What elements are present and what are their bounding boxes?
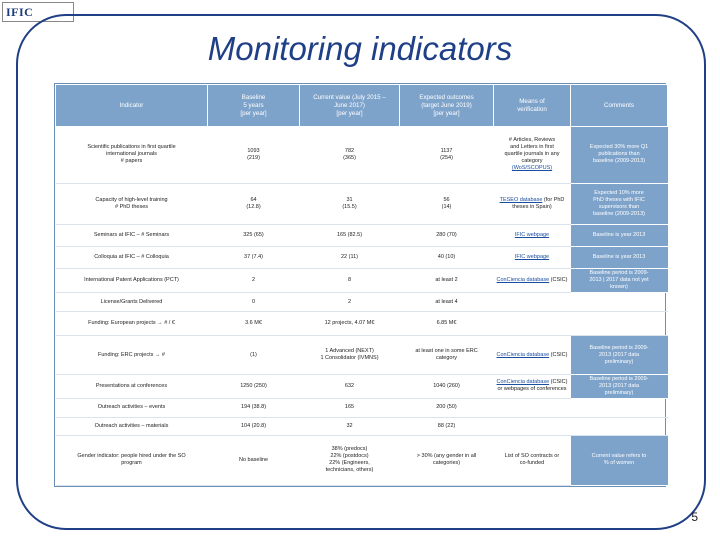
cell-indicator xyxy=(56,268,208,292)
cell-current-value xyxy=(300,374,400,398)
cell-baseline xyxy=(208,247,300,269)
cell-comments xyxy=(571,247,668,269)
cell-line: category xyxy=(521,158,543,165)
cell-baseline xyxy=(208,374,300,398)
cell-indicator xyxy=(56,292,208,312)
cell-current-value xyxy=(300,292,400,312)
cell-line: baseline (2009-2013) xyxy=(593,210,645,217)
cell-line: 5 years xyxy=(243,101,264,109)
cell-line: Seminars at IFIC – # Seminars xyxy=(93,232,170,239)
cell-means-of-verification xyxy=(494,127,571,184)
cell-comments xyxy=(571,398,668,418)
cell-indicator xyxy=(56,225,208,247)
table-header-row xyxy=(56,85,668,127)
cell-current-value xyxy=(300,247,400,269)
cell-line: category xyxy=(435,355,458,362)
cell-line: Baseline is year 2013 xyxy=(592,253,646,260)
verification-link[interactable]: (WoS/SCOPUS) xyxy=(511,165,553,172)
cell-indicator xyxy=(56,183,208,224)
cell-indicator xyxy=(56,435,208,485)
cell-current-value xyxy=(300,435,400,485)
cell-line xyxy=(496,277,569,284)
cell-baseline xyxy=(208,398,300,418)
cell-current-value xyxy=(300,127,400,184)
cell-line: # PhD theses xyxy=(114,203,149,210)
cell-baseline xyxy=(208,292,300,312)
cell-current-value xyxy=(300,418,400,435)
verification-link[interactable]: ConCiencia database xyxy=(496,276,550,283)
cell-line: 64 xyxy=(250,196,257,203)
cell-means-of-verification xyxy=(494,398,571,418)
cell-line: program xyxy=(121,460,142,467)
cell-expected-outcome xyxy=(400,398,494,418)
cell-line: Expected 30% more Q1 xyxy=(589,144,649,151)
cell-comments xyxy=(571,374,668,398)
cell-current-value xyxy=(300,398,400,418)
cell-line: international journals xyxy=(106,151,157,158)
cell-baseline xyxy=(208,312,300,336)
cell-indicator xyxy=(56,418,208,435)
cell-expected-outcome xyxy=(400,292,494,312)
cell-indicator xyxy=(56,312,208,336)
cell-line: 194 (38.8) xyxy=(240,404,267,411)
cell-indicator xyxy=(56,336,208,374)
cell-line: 40 (10) xyxy=(437,253,456,260)
cell-line xyxy=(496,254,569,261)
cell-expected-outcome xyxy=(400,183,494,224)
cell-line: Scientific publications in first quartile xyxy=(87,144,176,151)
cell-line: Funding: European projects → # / € xyxy=(88,320,175,327)
cell-means-of-verification xyxy=(494,312,571,336)
cell-line: baseline (2009-2013) xyxy=(593,158,645,165)
cell-line: 56 xyxy=(443,196,450,203)
cell-line: # Articles, Reviews xyxy=(508,137,556,144)
cell-line: 38% (predocs) xyxy=(331,446,368,453)
cell-line xyxy=(496,165,569,172)
cell-line: categories) xyxy=(432,460,461,467)
cell-line: Means of xyxy=(519,97,545,105)
logo-text: IFIC xyxy=(6,4,34,19)
cell-line: [per year] xyxy=(336,109,363,117)
cell-line: 1137 xyxy=(440,147,453,154)
table-row xyxy=(56,435,668,485)
column-header-baseline xyxy=(208,85,300,127)
cell-line: 12 projects, 4.07 M€ xyxy=(324,320,375,327)
cell-line: Baseline period is 2009- xyxy=(589,344,649,351)
cell-means-of-verification xyxy=(494,336,571,374)
verification-link[interactable]: IFIC webpage xyxy=(514,253,550,260)
cell-line: Indicator xyxy=(119,101,144,109)
cell-line: 2 xyxy=(251,276,256,283)
cell-means-of-verification xyxy=(494,435,571,485)
verification-note: (CSIC) or webpages of conferences xyxy=(497,379,568,393)
cell-line: Current value refers to xyxy=(591,453,647,460)
cell-indicator xyxy=(56,398,208,418)
cell-line: (219) xyxy=(247,154,260,161)
cell-baseline xyxy=(208,225,300,247)
cell-line: 1040 (260) xyxy=(433,382,460,389)
cell-baseline xyxy=(208,336,300,374)
cell-comments xyxy=(571,225,668,247)
cell-line: technicians, others) xyxy=(325,467,374,474)
cell-line xyxy=(496,352,569,359)
cell-expected-outcome xyxy=(400,418,494,435)
cell-line: June 2017) xyxy=(334,101,365,109)
cell-line: quartile journals in any xyxy=(504,151,560,158)
cell-line: Current value (July 2015 – xyxy=(313,93,386,101)
cell-line: # papers xyxy=(120,158,143,165)
cell-line: 632 xyxy=(344,382,355,389)
cell-line: 1 Consolidator (IVMNS) xyxy=(320,355,379,362)
table-row xyxy=(56,312,668,336)
table-row xyxy=(56,183,668,224)
cell-current-value xyxy=(300,312,400,336)
cell-line: publications than xyxy=(598,151,640,158)
cell-current-value xyxy=(300,336,400,374)
cell-expected-outcome xyxy=(400,127,494,184)
cell-line xyxy=(496,197,569,211)
cell-line: > 30% (any gender in all xyxy=(416,453,477,460)
page-number: 5 xyxy=(691,510,698,524)
cell-line: 280 (70) xyxy=(436,232,457,239)
cell-comments xyxy=(571,336,668,374)
cell-line: 32 xyxy=(346,423,353,429)
cell-comments xyxy=(571,292,668,312)
cell-line: Baseline is year 2013 xyxy=(592,232,646,239)
cell-line: preliminary) xyxy=(604,358,634,365)
cell-line: Baseline period is 2009- xyxy=(589,269,649,276)
cell-line: 8 xyxy=(347,276,352,283)
table-body xyxy=(56,127,668,486)
cell-means-of-verification xyxy=(494,418,571,435)
cell-line: at least one in some ERC xyxy=(415,348,478,355)
cell-expected-outcome xyxy=(400,435,494,485)
column-header-expected-outcomes xyxy=(400,85,494,127)
cell-line: 31 xyxy=(346,196,353,203)
cell-line: 0 xyxy=(251,298,256,305)
cell-indicator xyxy=(56,127,208,184)
cell-baseline xyxy=(208,127,300,184)
cell-line: 165 xyxy=(344,404,355,411)
cell-line: Baseline xyxy=(241,93,266,101)
cell-line: International Patent Applications (PCT) xyxy=(84,276,179,283)
cell-line: 782 xyxy=(344,147,355,154)
cell-baseline xyxy=(208,435,300,485)
cell-baseline xyxy=(208,418,300,435)
cell-line: (12.8) xyxy=(246,203,261,210)
cell-line: [per year] xyxy=(433,109,460,117)
cell-means-of-verification xyxy=(494,268,571,292)
verification-link[interactable]: TESEO database xyxy=(499,196,543,203)
cell-line: preliminary) xyxy=(604,389,634,396)
cell-line: (target June 2019) xyxy=(421,101,472,109)
table-row xyxy=(56,374,668,398)
cell-line: Capacity of high-level training xyxy=(95,196,168,203)
cell-line: Funding: ERC projects → # xyxy=(98,351,165,358)
cell-line: Outreach activities – events xyxy=(97,404,166,411)
cell-line: known) xyxy=(610,283,628,290)
cell-line: Gender indicator: people hired under the SO xyxy=(77,453,186,460)
verification-link[interactable]: IFIC webpage xyxy=(514,232,550,239)
table-row xyxy=(56,247,668,269)
verification-note: (CSIC) xyxy=(549,276,568,283)
cell-current-value xyxy=(300,225,400,247)
cell-line: and Letters in first xyxy=(510,144,554,151)
cell-line: 2013 (2017 data xyxy=(598,351,640,358)
cell-line: 22% (postdocs) xyxy=(330,453,369,460)
column-header-means-of-verification xyxy=(494,85,571,127)
cell-line: 22% (Engineers, xyxy=(329,460,370,467)
cell-baseline xyxy=(208,183,300,224)
verification-link[interactable]: ConCiencia database xyxy=(496,379,550,386)
cell-line: 2013 | 2017 data not yet xyxy=(589,276,649,283)
cell-baseline xyxy=(208,268,300,292)
cell-expected-outcome xyxy=(400,336,494,374)
cell-line: (1) xyxy=(250,351,257,358)
cell-expected-outcome xyxy=(400,225,494,247)
cell-line: PhD theses with IFIC xyxy=(593,196,645,203)
cell-comments xyxy=(571,183,668,224)
cell-means-of-verification xyxy=(494,183,571,224)
verification-note: (for PhD theses in Spain) xyxy=(512,196,565,210)
cell-expected-outcome xyxy=(400,374,494,398)
cell-line: [per year] xyxy=(240,109,267,117)
cell-line xyxy=(496,379,569,393)
table-row xyxy=(56,418,668,435)
cell-line: (15.5) xyxy=(342,203,357,210)
cell-line: Comments xyxy=(604,101,634,109)
table-row xyxy=(56,127,668,184)
cell-line: Baseline period is 2009- xyxy=(589,375,649,382)
cell-line: No baseline xyxy=(238,456,269,463)
cell-line: (365) xyxy=(343,154,356,161)
verification-link[interactable]: ConCiencia database xyxy=(496,351,550,358)
cell-line: at least 2 xyxy=(435,276,458,283)
cell-indicator xyxy=(56,247,208,269)
cell-current-value xyxy=(300,268,400,292)
cell-line: 1250 (250) xyxy=(240,382,267,389)
cell-line: 6.85 M€ xyxy=(436,320,457,327)
cell-line: co-funded xyxy=(519,460,545,467)
cell-line: 3.6 M€ xyxy=(245,320,262,327)
cell-line: 1 Advanced (NEXT) xyxy=(325,348,374,355)
cell-indicator xyxy=(56,374,208,398)
cell-expected-outcome xyxy=(400,247,494,269)
cell-line: supervisors than xyxy=(598,203,640,210)
cell-means-of-verification xyxy=(494,374,571,398)
slide-title: Monitoring indicators xyxy=(207,30,513,67)
cell-current-value xyxy=(300,183,400,224)
verification-note: (CSIC) xyxy=(549,351,568,358)
table-row xyxy=(56,398,668,418)
column-header-comments xyxy=(571,85,668,127)
column-header-current-value xyxy=(300,85,400,127)
cell-line: Outreach activities – materials xyxy=(94,423,169,429)
table-row xyxy=(56,225,668,247)
cell-comments xyxy=(571,418,668,435)
column-header-indicator xyxy=(56,85,208,127)
cell-line: 165 (82.5) xyxy=(336,232,363,239)
cell-line: at least 4 xyxy=(435,298,458,305)
cell-comments xyxy=(571,127,668,184)
cell-line: 2013 (2017 data xyxy=(598,382,640,389)
cell-line: Expected outcomes xyxy=(419,93,474,101)
cell-line: 22 (11) xyxy=(340,253,359,260)
cell-line: Colloquia at IFIC – # Colloquia xyxy=(94,253,169,260)
cell-line: (254) xyxy=(440,154,453,161)
cell-line: 1093 xyxy=(247,147,260,154)
cell-line: 88 (22) xyxy=(437,423,456,429)
cell-means-of-verification xyxy=(494,225,571,247)
cell-line: 104 (20.8) xyxy=(240,423,267,429)
cell-line: List of SO contracts or xyxy=(504,453,560,460)
cell-line: 2 xyxy=(347,298,352,305)
cell-comments xyxy=(571,268,668,292)
cell-comments xyxy=(571,312,668,336)
cell-line: 325 (65) xyxy=(243,232,264,239)
cell-line: License/Grants Delivered xyxy=(100,298,163,305)
table-row xyxy=(56,268,668,292)
cell-line: Expected 10% more xyxy=(594,189,644,196)
cell-expected-outcome xyxy=(400,312,494,336)
cell-means-of-verification xyxy=(494,292,571,312)
cell-expected-outcome xyxy=(400,268,494,292)
cell-line: (14) xyxy=(441,203,452,210)
cell-comments xyxy=(571,435,668,485)
cell-line: verification xyxy=(517,105,547,113)
cell-line xyxy=(496,232,569,239)
cell-line: % of women xyxy=(603,460,635,467)
indicators-table xyxy=(54,83,666,487)
table-row xyxy=(56,292,668,312)
cell-means-of-verification xyxy=(494,247,571,269)
cell-line: 200 (50) xyxy=(436,404,457,411)
cell-line: Presentations at conferences xyxy=(95,382,168,389)
cell-line: 37 (7.4) xyxy=(244,253,263,260)
table-row xyxy=(56,336,668,374)
